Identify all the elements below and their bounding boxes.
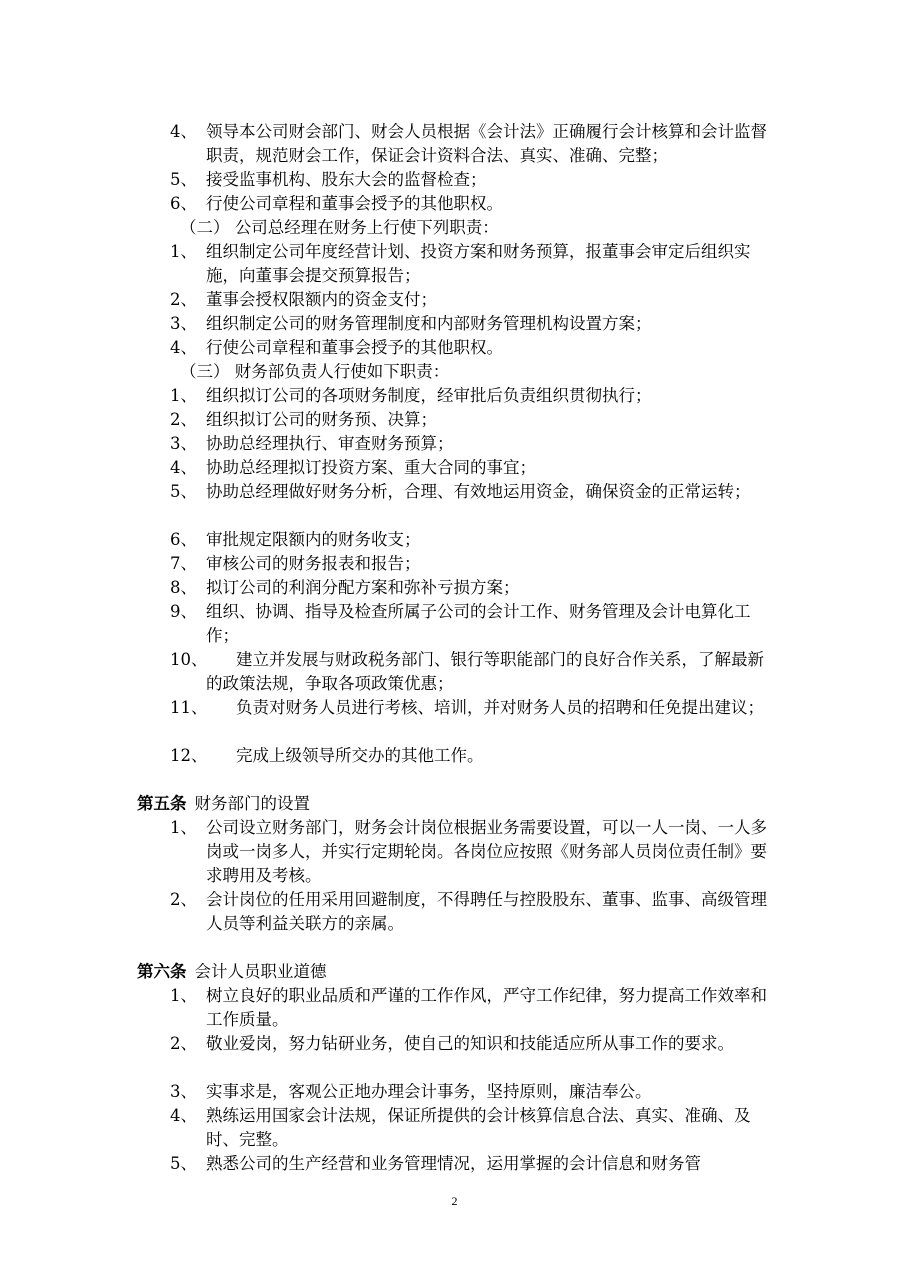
- item-number: 1、: [170, 986, 197, 1005]
- item-number: 5、: [170, 170, 197, 189]
- item-text: 建立并发展与财政税务部门、银行等职能部门的良好合作关系，了解最新的政策法规，争取各项政策优惠；: [206, 650, 764, 693]
- article-heading: [137, 960, 327, 984]
- item-text: 组织制定公司年度经营计划、投资方案和财务预算，报董事会审定后组织实施，向董事会提交预算报告；: [206, 242, 751, 285]
- item-text: 领导本公司财会部门、财会人员根据《会计法》正确履行会计核算和会计监督职责，规范财会工作，保证会计资料合法、真实、准确、完整；: [206, 122, 767, 165]
- item-text: 组织制定公司的财务管理制度和内部财务管理机构设置方案；: [206, 314, 652, 333]
- item-number: 4、: [170, 1106, 197, 1125]
- item-text: 公司设立财务部门，财务会计岗位根据业务需要设置，可以一人一岗、一人多岗或一岗多人，并实行定期轮岗。各岗位应按照《财务部人员岗位责任制》要求聘用及考核。: [206, 818, 767, 885]
- list-item: [170, 576, 780, 600]
- item-text: 熟练运用国家会计法规，保证所提供的会计核算信息合法、真实、准确、及时、完整。: [206, 1106, 751, 1149]
- item-text: 协助总经理执行、审查财务预算；: [206, 434, 454, 453]
- list-item: [170, 1080, 780, 1104]
- item-text: 董事会授权限额内的资金支付；: [206, 290, 437, 309]
- list-item: [170, 168, 780, 192]
- list-item: [170, 816, 780, 888]
- item-text: 负责对财务人员进行考核、培训，并对财务人员的招聘和任免提出建议；: [236, 698, 764, 717]
- item-number: 4、: [170, 458, 197, 477]
- item-text: 组织拟订公司的财务预、决算；: [206, 410, 437, 429]
- list-item: [170, 120, 780, 168]
- item-text: 协助总经理做好财务分析，合理、有效地运用资金，确保资金的正常运转；: [206, 482, 751, 501]
- list-item: [170, 312, 780, 336]
- item-number: 9、: [170, 602, 197, 621]
- item-text: 会计岗位的任用采用回避制度，不得聘任与控股股东、董事、监事、高级管理人员等利益关联方的亲属。: [206, 890, 767, 933]
- item-text: 行使公司章程和董事会授予的其他职权。: [206, 338, 503, 357]
- item-number: 2、: [170, 410, 197, 429]
- item-number: 10、: [170, 650, 208, 669]
- item-number: 11、: [170, 698, 208, 717]
- item-text: 接受监事机构、股东大会的监督检查；: [206, 170, 487, 189]
- item-number: 7、: [170, 554, 197, 573]
- item-text: 树立良好的职业品质和严谨的工作作风，严守工作纪律，努力提高工作效率和工作质量。: [206, 986, 767, 1029]
- page-number: 2: [451, 1194, 458, 1208]
- list-item: [170, 1104, 780, 1152]
- item-text: 熟悉公司的生产经营和业务管理情况，运用掌握的会计信息和财务管: [206, 1154, 701, 1173]
- item-number: 8、: [170, 578, 197, 597]
- item-number: 5、: [170, 1154, 197, 1173]
- article-title: 财务部门的设置: [194, 794, 310, 813]
- section-subheading: （三） 财务部负责人行使如下职责：: [180, 362, 450, 381]
- list-item: [170, 528, 780, 552]
- item-text: 组织拟订公司的各项财务制度，经审批后负责组织贯彻执行；: [206, 386, 652, 405]
- list-item: [170, 384, 780, 408]
- list-item: [170, 696, 780, 720]
- list-item: [170, 888, 780, 936]
- item-number: 5、: [170, 482, 197, 501]
- item-number: 4、: [170, 122, 197, 141]
- item-number: 2、: [170, 1034, 197, 1053]
- item-number: 6、: [170, 530, 197, 549]
- list-item: [170, 456, 780, 480]
- list-item: [170, 432, 780, 456]
- item-number: 1、: [170, 242, 197, 261]
- item-number: 12、: [170, 746, 208, 765]
- item-number: 1、: [170, 818, 197, 837]
- list-item: [170, 192, 780, 216]
- item-text: 行使公司章程和董事会授予的其他职权。: [206, 194, 503, 213]
- item-text: 审批规定限额内的财务收支；: [206, 530, 421, 549]
- item-number: 3、: [170, 1082, 197, 1101]
- list-item: [170, 600, 780, 648]
- list-item: [170, 240, 780, 288]
- item-text: 敬业爱岗，努力钻研业务，使自己的知识和技能适应所从事工作的要求。: [206, 1034, 734, 1053]
- list-item: [170, 408, 780, 432]
- list-item: [170, 336, 780, 360]
- list-item: [170, 1152, 780, 1176]
- item-number: 4、: [170, 338, 197, 357]
- article-label: 第六条: [137, 962, 187, 981]
- item-number: 2、: [170, 290, 197, 309]
- item-text: 拟订公司的利润分配方案和弥补亏损方案；: [206, 578, 520, 597]
- list-item: [170, 648, 780, 696]
- item-text: 完成上级领导所交办的其他工作。: [236, 746, 484, 765]
- article-title: 会计人员职业道德: [194, 962, 327, 981]
- article-label: 第五条: [137, 794, 187, 813]
- article-heading: [137, 792, 310, 816]
- item-number: 6、: [170, 194, 197, 213]
- item-text: 组织、协调、指导及检查所属子公司的会计工作、财务管理及会计电算化工作；: [206, 602, 751, 645]
- item-text: 审核公司的财务报表和报告；: [206, 554, 421, 573]
- item-number: 3、: [170, 434, 197, 453]
- list-item: [170, 1032, 780, 1056]
- item-number: 2、: [170, 890, 197, 909]
- item-number: 3、: [170, 314, 197, 333]
- list-item: [170, 984, 780, 1032]
- item-text: 协助总经理拟订投资方案、重大合同的事宜；: [206, 458, 536, 477]
- section-subheading: （二） 公司总经理在财务上行使下列职责：: [180, 218, 499, 237]
- list-item: [170, 552, 780, 576]
- item-number: 1、: [170, 386, 197, 405]
- list-item: [170, 288, 780, 312]
- item-text: 实事求是，客观公正地办理会计事务，坚持原则，廉洁奉公。: [206, 1082, 652, 1101]
- list-item: [170, 744, 780, 768]
- list-item: [170, 480, 780, 504]
